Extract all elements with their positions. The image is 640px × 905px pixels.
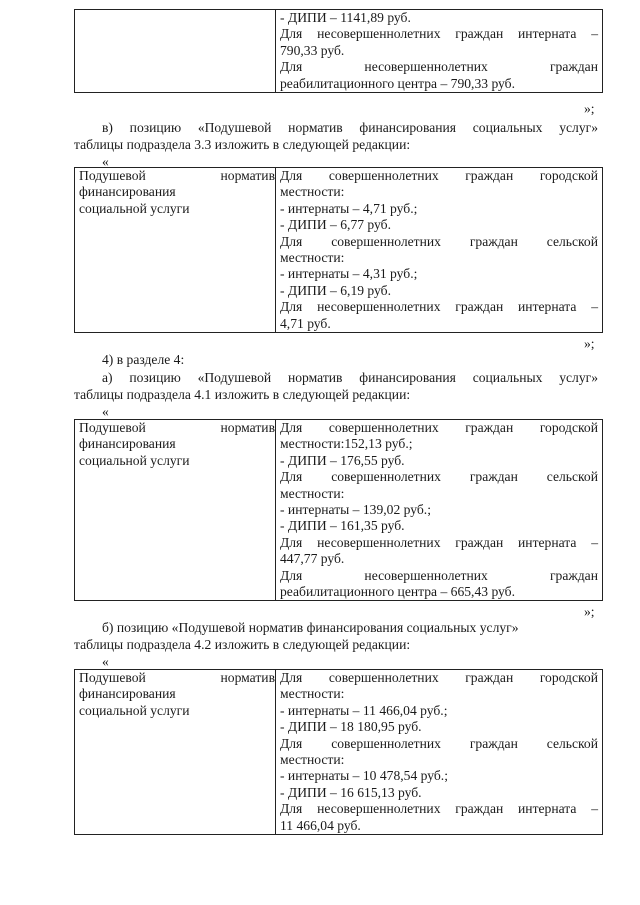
- table-line: Для несовершеннолетних граждан интерната –: [280, 534, 598, 550]
- table-line: финансирования: [79, 686, 176, 702]
- table-line: - ДИПИ – 1141,89 руб.: [280, 10, 411, 25]
- table-a-col1: [75, 420, 276, 601]
- table-line: местности:: [280, 752, 345, 768]
- paragraph-line: в) позицию «Подушевой норматив финансирования социальных услуг»: [102, 120, 598, 135]
- table-line: 790,33 руб.: [280, 42, 345, 58]
- table-b: [74, 669, 603, 835]
- table-line: местности:: [280, 184, 345, 200]
- table-line: - интернаты – 4,71 руб.;: [280, 200, 418, 216]
- table-top-col1: [75, 10, 276, 93]
- table-line: - ДИПИ – 6,19 руб.: [280, 282, 391, 298]
- table-line: 11 466,04 руб.: [280, 817, 361, 833]
- table-line: финансирования: [79, 184, 176, 200]
- paragraph-line: таблицы подраздела 3.3 изложить в следующей редакции:: [74, 137, 411, 152]
- paragraph-v: [74, 119, 598, 170]
- table-line: местности:: [280, 686, 345, 702]
- closing-quote: »;: [584, 336, 595, 351]
- table-b-col2: [276, 670, 603, 835]
- table-line: реабилитационного центра – 665,43 руб.: [280, 584, 515, 600]
- table-line: Для совершеннолетних граждан сельской: [280, 233, 598, 249]
- table-line: местности:: [280, 485, 345, 501]
- table-line: 447,77 руб.: [280, 551, 345, 567]
- paragraph-b: [74, 619, 598, 670]
- table-line: Для совершеннолетних граждан сельской: [280, 469, 598, 485]
- table-line: Для совершеннолетних граждан городской: [280, 670, 598, 685]
- section-4-heading: 4) в разделе 4:: [102, 352, 185, 367]
- table-line: реабилитационного центра – 790,33 руб.: [280, 75, 515, 91]
- table-line: Для несовершеннолетних граждан интерната –: [280, 299, 598, 315]
- table-v: [74, 167, 603, 333]
- table-line: Для несовершеннолетних граждан интерната –: [280, 801, 598, 817]
- table-line: - ДИПИ – 16 615,13 руб.: [280, 784, 422, 800]
- table-top: [74, 9, 603, 93]
- paragraph-line: а) позицию «Подушевой норматив финансирования социальных услуг»: [102, 370, 598, 385]
- paragraph-line: б) позицию «Подушевой норматив финансирования социальных услуг»: [102, 620, 519, 635]
- table-line: Для несовершеннолетних граждан: [280, 567, 598, 583]
- table-b-col1: [75, 670, 276, 835]
- table-line: - интернаты – 10 478,54 руб.;: [280, 768, 448, 784]
- table-line: - ДИПИ – 176,55 руб.: [280, 452, 405, 468]
- table-line: Подушевой норматив: [79, 168, 275, 183]
- open-quote: «: [102, 154, 109, 169]
- table-line: Для несовершеннолетних граждан интерната –: [280, 26, 598, 42]
- paragraph-line: таблицы подраздела 4.2 изложить в следующей редакции:: [74, 637, 411, 652]
- table-line: - ДИПИ – 18 180,95 руб.: [280, 719, 422, 735]
- table-v-col1: [75, 168, 276, 333]
- table-line: 4,71 руб.: [280, 315, 331, 331]
- table-line: социальной услуги: [79, 702, 190, 718]
- table-line: Для совершеннолетних граждан городской: [280, 168, 598, 183]
- table-line: Для совершеннолетних граждан городской: [280, 420, 598, 435]
- table-a-col2: [276, 420, 603, 601]
- table-line: Подушевой норматив: [79, 670, 275, 685]
- paragraph-line: таблицы подраздела 4.1 изложить в следующей редакции:: [74, 387, 411, 402]
- table-line: местности:152,13 руб.;: [280, 436, 413, 452]
- table-line: социальной услуги: [79, 200, 190, 216]
- table-line: - интернаты – 139,02 руб.;: [280, 502, 431, 518]
- table-line: финансирования: [79, 436, 176, 452]
- closing-quote: »;: [584, 604, 595, 619]
- table-line: социальной услуги: [79, 452, 190, 468]
- open-quote: «: [102, 404, 109, 419]
- table-v-col2: [276, 168, 603, 333]
- paragraph-a: [74, 369, 598, 420]
- table-a: [74, 419, 603, 601]
- table-line: Подушевой норматив: [79, 420, 275, 435]
- table-line: - интернаты – 11 466,04 руб.;: [280, 702, 448, 718]
- closing-quote: »;: [584, 101, 595, 116]
- open-quote: «: [102, 654, 109, 669]
- table-top-col2: [276, 10, 603, 93]
- table-line: Для несовершеннолетних граждан: [280, 59, 598, 75]
- table-line: - интернаты – 4,31 руб.;: [280, 266, 418, 282]
- table-line: Для совершеннолетних граждан сельской: [280, 735, 598, 751]
- table-line: местности:: [280, 250, 345, 266]
- table-line: - ДИПИ – 6,77 руб.: [280, 217, 391, 233]
- table-line: - ДИПИ – 161,35 руб.: [280, 518, 405, 534]
